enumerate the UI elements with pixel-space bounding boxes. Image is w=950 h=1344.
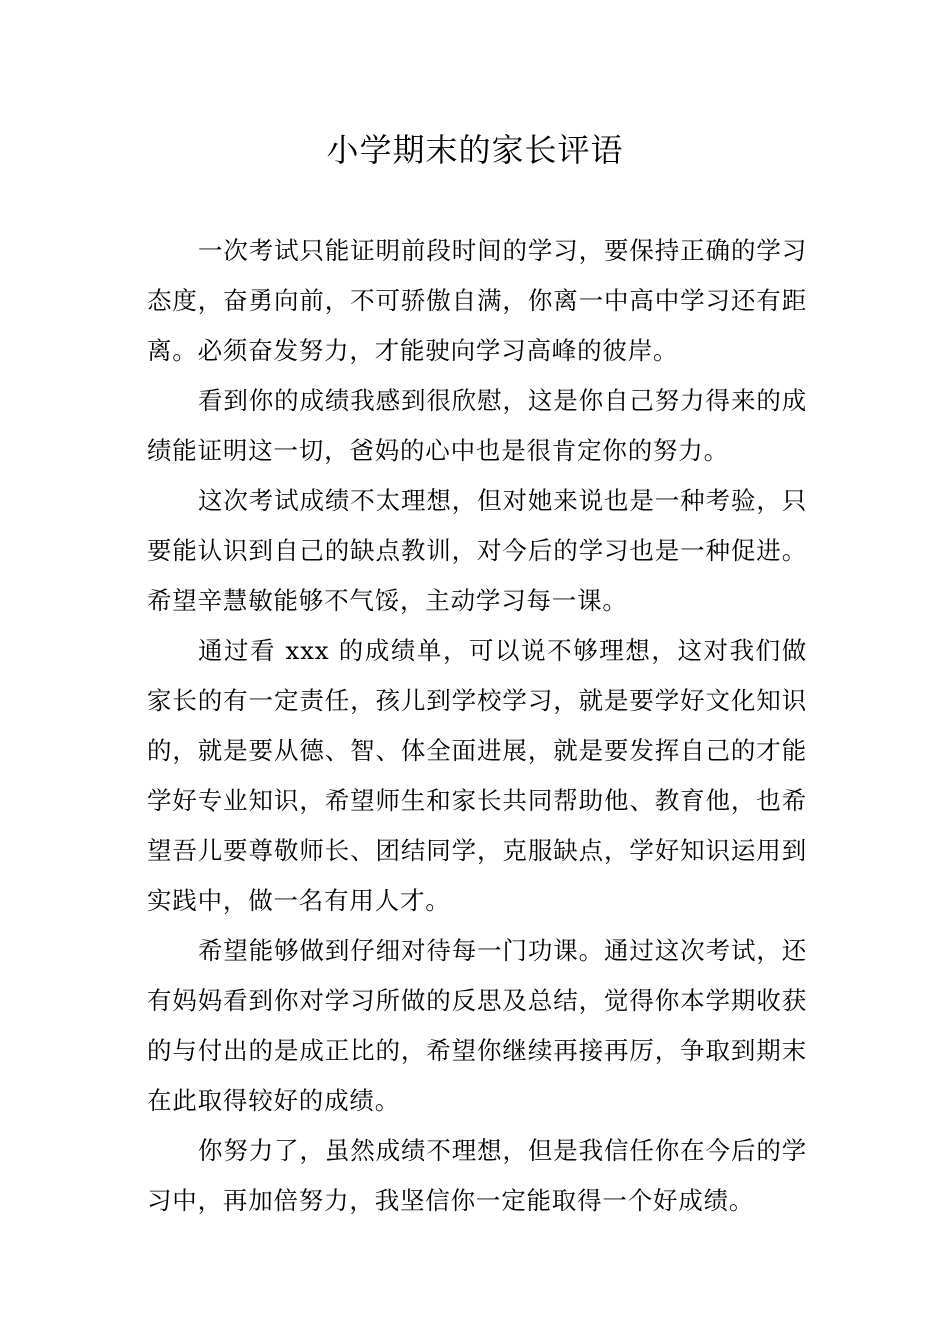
paragraph-4: 通过看 xxx 的成绩单，可以说不够理想，这对我们做家长的有一定责任，孩儿到学校学习，就是要学好文化知识的，就是要从德、智、体全面进展，就是要发挥自己的才能学好专业知识，希望师生和家长共同帮助他、教育他，也希望吾儿要尊敬师长、团结同学，克服缺点，学好知识运用到实践中，做一名有用人才。	[147, 636, 807, 915]
document-title: 小学期末的家长评语	[326, 131, 624, 169]
paragraph-3: 这次考试成绩不太理想，但对她来说也是一种考验，只要能认识到自己的缺点教训，对今后的学习也是一种促进。希望辛慧敏能够不气馁，主动学习每一课。	[147, 486, 807, 615]
paragraph-1: 一次考试只能证明前段时间的学习，要保持正确的学习态度，奋勇向前，不可骄傲自满，你离一中高中学习还有距离。必须奋发努力，才能驶向学习高峰的彼岸。	[147, 236, 807, 365]
paragraph-2: 看到你的成绩我感到很欣慰，这是你自己努力得来的成绩能证明这一切，爸妈的心中也是很肯定你的努力。	[147, 386, 807, 465]
paragraph-6: 你努力了，虽然成绩不理想，但是我信任你在今后的学习中，再加倍努力，我坚信你一定能取得一个好成绩。	[147, 1136, 807, 1215]
document-body	[147, 226, 807, 1226]
paragraph-5: 希望能够做到仔细对待每一门功课。通过这次考试，还有妈妈看到你对学习所做的反思及总结，觉得你本学期收获的与付出的是成正比的，希望你继续再接再厉，争取到期末在此取得较好的成绩。	[147, 936, 807, 1115]
